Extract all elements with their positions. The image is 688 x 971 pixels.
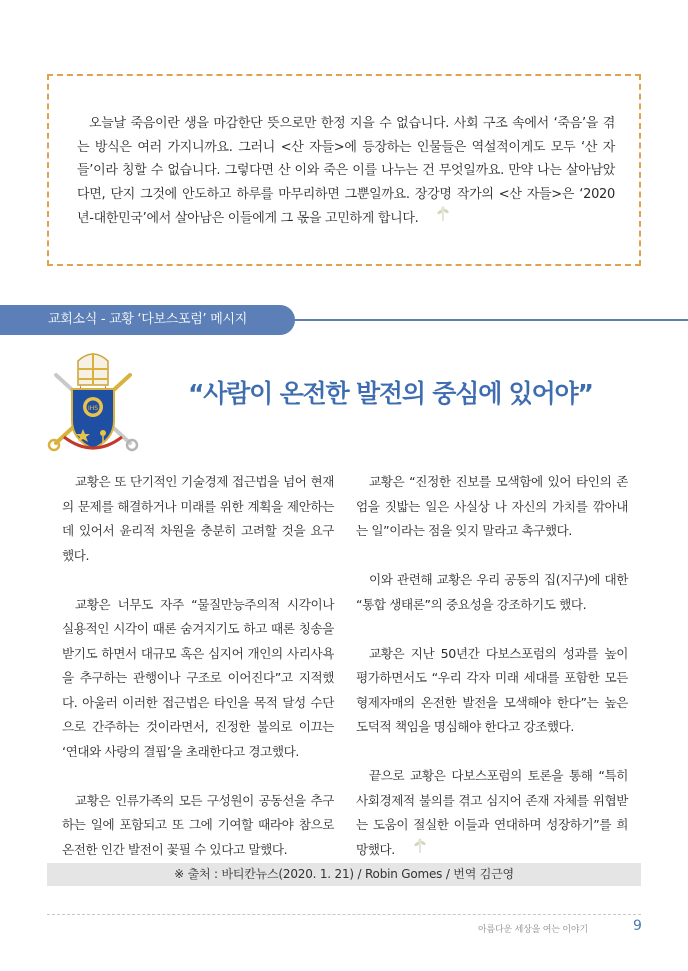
- article-paragraph-last: [356, 764, 628, 862]
- section-tab: [0, 305, 295, 335]
- article-column-right: [356, 470, 628, 887]
- article-paragraph: 교황은 너무도 자주 “물질만능주의적 시각이나 실용적인 시각이 때론 숨겨지기도 하고 때론 칭송을 받기도 하면서 대규모 혹은 심지어 개인의 사리사욕을 추구하는 관행이나 구조로 이어진다”고 지적했다. 아울러 이러한 접근법은 타인을 목적 달성 수단으로 간주하는 것이라면서, 진정한 불의로 이끄는 ‘연대와 사랑의 결핍’을 초래한다고 경고했다.: [62, 596, 334, 759]
- source-citation-bar: [47, 863, 641, 886]
- section-header: [0, 305, 688, 335]
- article-paragraph: 교황은 또 단기적인 기술경제 접근법을 넘어 현재의 문제를 해결하거나 미래를 위한 계획을 제안하는 데 있어서 윤리적 차원을 충분히 고려할 것을 요구했다.: [62, 474, 334, 563]
- article-column-left: [62, 470, 334, 887]
- section-label: 교회소식 - 교황 ‘다보스포럼’ 메시지: [48, 312, 247, 327]
- intro-text: 오늘날 죽음이란 생을 마감한단 뜻으로만 한정 지을 수 없습니다. 사회 구조 속에서 ‘죽음’을 겪는 방식은 여러 가지니까요. 그러니 <산 자들>에 등장하는 인물들은 역설적이게도 모두 ‘산 자들’이라 칭할 수 없습니다. 그렇다면 산 이와 죽은 이를 나누는 건 무엇일까요. 만약 나는 살아남았다면, 단지 그것에 안도하고 하루를 마무리하면 그뿐일까요. 장강명 작가의 <산 자들>은 ‘2020년-대한민국’에서 살아남은 이들에게 그 몫을 고민하게 합니다.: [77, 116, 615, 226]
- article-paragraph: 교황은 “진정한 진보를 모색함에 있어 타인의 존엄을 짓밟는 일은 사실상 나 자신의 가치를 깎아내는 일”이라는 점을 잊지 말라고 촉구했다.: [356, 474, 628, 538]
- leaf-ornament-icon: [399, 838, 428, 863]
- page-number: 9: [633, 918, 642, 934]
- svg-text:IHS: IHS: [87, 405, 99, 412]
- article-headline: “사람이 온전한 발전의 중심에 있어야”: [188, 379, 593, 408]
- article-paragraph: 교황은 인류가족의 모든 구성원이 공동선을 추구하는 일에 포함되고 또 그에 기여할 때라야 참으로 온전한 인간 발전이 꽃필 수 있다고 말했다.: [62, 792, 334, 857]
- footer-divider: [47, 914, 641, 915]
- leaf-ornament-icon: [423, 206, 451, 231]
- papal-coat-of-arms-icon: [44, 345, 142, 455]
- footer-publication-title: 아름다운 세상을 여는 이야기: [478, 925, 588, 935]
- article-paragraph: 이와 관련해 교황은 우리 공동의 집(지구)에 대한 “통합 생태론”의 중요성을 강조하기도 했다.: [356, 572, 628, 612]
- article-paragraph-text: 끝으로 교황은 다보스포럼의 토론을 통해 “특히 사회경제적 불의를 겪고 심지어 존재 자체를 위협받는 도움이 절실한 이들과 연대하며 성장하기”를 희망했다.: [356, 768, 628, 857]
- source-citation: ※ 출처 : 바티칸뉴스(2020. 1. 21) / Robin Gomes / 번역 김근영: [174, 867, 514, 881]
- intro-paragraph: [77, 112, 615, 231]
- intro-box: [47, 74, 641, 266]
- article-paragraph: 교황은 지난 50년간 다보스포럼의 성과를 높이 평가하면서도 “우리 각자 미래 세대를 포함한 모든 형제자매의 온전한 발전을 모색해야 한다”는 높은 도덕적 책임을 명심해야 한다고 강조했다.: [356, 645, 628, 734]
